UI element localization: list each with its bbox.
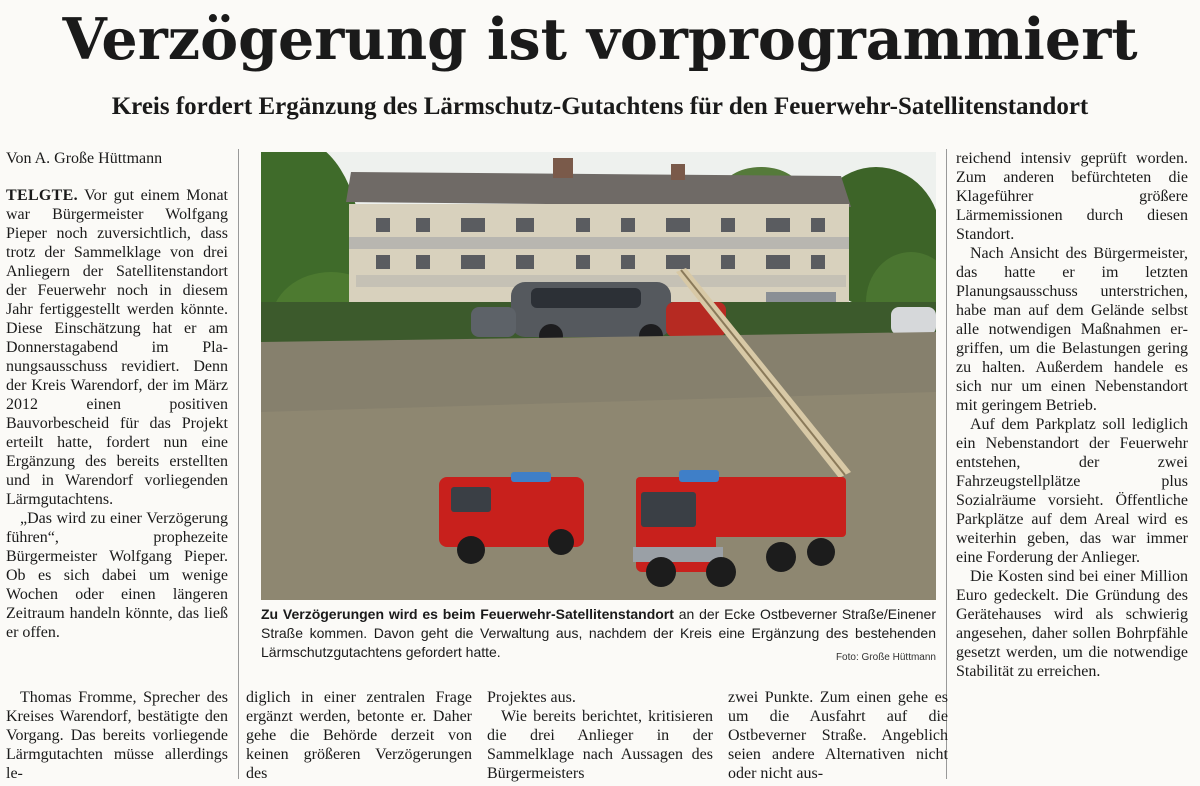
article-photo [261, 152, 936, 600]
paragraph-continued-right: reichend intensiv geprüft worden. Zum anderen befürchteten die Klageführer größere Lärmemissionen durch diesen Standort. [956, 150, 1188, 243]
paragraph-points: zwei Punkte. Zum einen gehe es um die Ausfahrt auf die Ostbeverner Straße. Angeblich seien andere Alternativen nicht oder nicht aus- [728, 689, 948, 782]
column-right [956, 149, 1188, 681]
column-rule [238, 149, 239, 779]
photo-credit: Foto: Große Hüttmann [835, 652, 936, 663]
paragraph-intro [6, 186, 228, 509]
paragraph-parking: Auf dem Parkplatz soll lediglich ein Nebenstandort der Feuerwehr entstehen, der zwei Fahrzeugstellplätze plus Sozialräume vorsieht. Öffentliche Parkplätze auf dem Areal wird es weiterhin geben, das war immer eine Forderung der Anlieger. [956, 416, 1188, 566]
photo-illustration [261, 152, 936, 600]
column-1-continued [6, 688, 228, 783]
paragraph-quote: „Das wird zu einer Verzögerung führen“, prophezeite Bürgermeister Wolfgang Pieper. Ob es sich dabei um wenige Wochen oder einen längeren Zeitraum handeln könnte, das ließ er offen. [6, 510, 228, 641]
paragraph-spokesman: Thomas Fromme, Sprecher des Kreises Warendorf, bestätigte den Vorgang. Das bereits vorliegende Lärmgutachten müsse allerdings le- [6, 689, 228, 782]
column-rule [946, 149, 947, 779]
caption-lead: Zu Verzögerungen wird es beim Feuerwehr-Satellitenstandort [261, 606, 674, 622]
paragraph-mayor-view: Nach Ansicht des Bürgermeister, das hatte er im letzten Planungsausschuss unterstrichen, habe man auf dem Gelände selbst alle notwendigen Maßnahmen ergriffen, um die Belastungen gering zu halten. Außerdem handele es sich nur um einen Nebenstandort mit geringem Betrieb. [956, 245, 1188, 414]
paragraph-lawsuit: Wie bereits berichtet, kritisieren die drei Anlieger in der Sammelklage nach Aussagen des Bürgermeisters [487, 708, 713, 782]
dateline: TELGTE. [6, 187, 78, 204]
column-2 [246, 688, 472, 783]
byline: Von A. Große Hüttmann [6, 150, 163, 167]
paragraph-intro-text: Vor gut einem Monat war Bürgermeister Wolfgang Pieper noch zuversichtlich, dass trotz der Sammelklage von drei Anliegern der Satellitenstandort der Feuerwehr noch in diesem Jahr fertiggestellt werden könnte. Diese Einschätzung hat er am Donnerstagabend im Planungsausschuss revidiert. Denn der Kreis Warendorf, der im März 2012 einen positiven Bauvorbescheid für das Projekt erteilt hatte, fordert nun eine Ergänzung des bereits erstellten und in Warendorf vorliegenden Lärmgutachtens. [6, 187, 228, 508]
article-subheadline: Kreis fordert Ergänzung des Lärmschutz-Gutachtens für den Feuerwehr-Satellitenstandort [111, 93, 1089, 120]
column-3 [487, 688, 713, 783]
column-4 [728, 688, 948, 783]
caption-text: an der Ecke Ostbeverner Straße/Einener Straße kommen. Davon geht die Verwaltung aus, nachdem der Kreis eine Ergänzung des bestehenden Lärmschutzgutachtens gefordert hatte. [261, 606, 936, 660]
article-headline: Verzögerung ist vorprogrammiert [62, 6, 1138, 73]
column-1 [6, 149, 228, 642]
paragraph-costs: Die Kosten sind bei einer Million Euro gedeckelt. Die Gründung des Gerätehauses wird als schwierig angesehen, daher sollen Bohrpfähle gesetzt werden, um die notwendige Stabilität zu erreichen. [956, 568, 1188, 680]
paragraph-end: Projektes aus. [487, 689, 576, 706]
paragraph-continued: diglich in einer zentralen Frage ergänzt werden, betonte er. Daher gehe die Behörde derzeit von keinen größeren Verzögerungen des [246, 689, 472, 782]
